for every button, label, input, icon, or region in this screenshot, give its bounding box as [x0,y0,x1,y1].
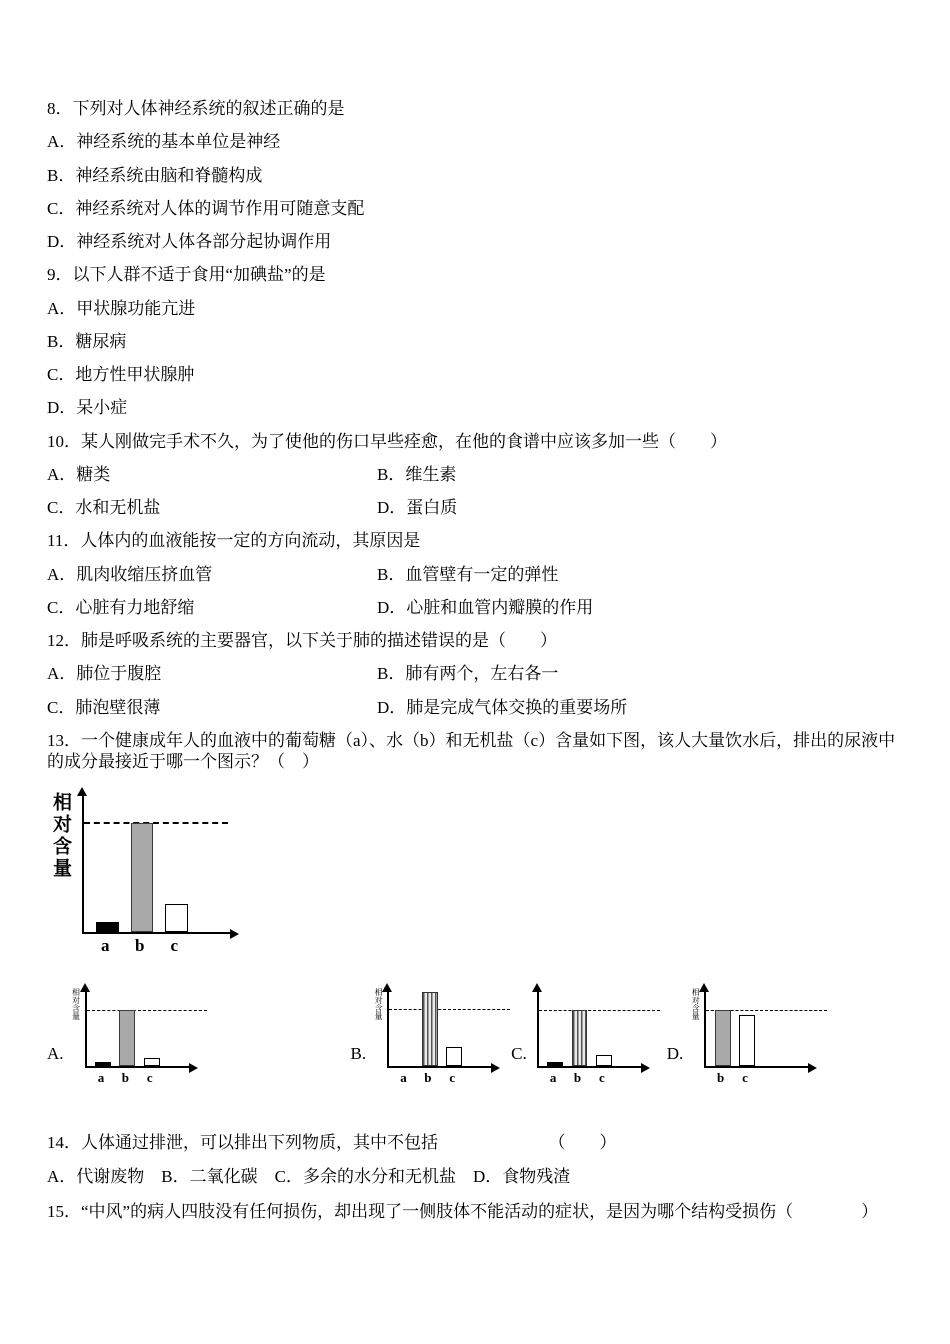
question-stem: 10．某人刚做完手术不久，为了使他的伤口早些痊愈，在他的食谱中应该多加一些（ ） [47,431,727,451]
question-stem: 14．人体通过排泄，可以排出下列物质，其中不包括 （ ） [47,1133,617,1153]
option-b: B．肺有两个，左右各一 [377,664,559,684]
options-row [47,663,905,684]
bar-b [572,1010,588,1066]
chart-x-labels [85,1068,193,1088]
chart-plot [537,988,645,1068]
chart-plot [82,792,234,934]
option-d: D．蛋白质 [377,498,458,517]
option-label-b: B. [350,1044,367,1064]
option-b: B．神经系统由脑和脊髓构成 [47,165,263,185]
chart-option-c [534,988,645,1088]
options-row [47,564,905,585]
x-tick-label-a: a [97,1070,105,1086]
option-d: D．呆小症 [47,398,128,418]
bar-b [131,823,154,932]
option-c: C．肺泡壁很薄 [47,697,161,717]
dashed-reference-line [539,1010,660,1011]
chart-option-d [690,988,812,1088]
question-11 [47,530,905,618]
chart-x-labels [537,1068,645,1088]
answer-charts-row [47,988,905,1088]
chart-plot-wrap [537,988,645,1088]
option-a: A．神经系统的基本单位是神经 [47,132,281,152]
chart-option-b [373,988,495,1088]
option-c: C．神经系统对人体的调节作用可随意支配 [47,198,365,218]
chart-y-axis-label: 相对含量 [374,988,384,1021]
options-row [47,697,905,718]
x-tick-label-b: b [424,1070,432,1086]
answer-chart-a [47,988,193,1088]
question-10 [47,431,905,519]
bar-b [715,1010,731,1066]
bar-c [446,1047,462,1066]
chart-blood-content [47,792,905,958]
bar-c [165,904,188,932]
answer-chart-b [351,988,496,1088]
chart-plot [704,988,812,1068]
option-d: D．肺是完成气体交换的重要场所 [377,697,628,717]
x-tick-label-b: b [135,936,145,956]
option-a: A．肺位于腹腔 [47,664,162,684]
bar-c [739,1015,755,1066]
x-tick-label-c: c [599,1070,605,1086]
question-stem: 8．下列对人体神经系统的叙述正确的是 [47,99,345,118]
bar-a [547,1062,563,1066]
x-tick-label-c: c [449,1070,456,1086]
chart-x-labels [387,1068,495,1088]
question-15 [47,1201,905,1222]
x-tick-label-b: b [717,1070,725,1086]
chart-y-axis-label: 相对含量 [50,792,71,881]
bar-b [119,1010,135,1066]
chart-y-axis-label: 相对含量 [71,988,81,1021]
option-label-a: A. [47,1044,64,1064]
bar-a [95,1062,111,1066]
x-tick-label-a: a [549,1070,557,1086]
question-14 [47,1132,905,1187]
question-stem: 9．以下人群不适于食用“加碘盐”的是 [47,265,326,285]
x-tick-label-c: c [170,936,179,956]
question-stem: 11．人体内的血液能按一定的方向流动，其原因是 [47,531,421,551]
x-tick-label-c: c [742,1070,748,1086]
answer-chart-d [667,988,813,1088]
bar-a [96,922,119,932]
bar-c [596,1055,612,1066]
question-13 [47,730,905,1089]
option-c: C．水和无机盐 [47,498,161,517]
option-b: B．血管壁有一定的弹性 [377,564,559,584]
question-12 [47,630,905,718]
question-stem: 12．肺是呼吸系统的主要器官，以下关于肺的描述错误的是（ ） [47,631,557,650]
question-stem: 15．“中风”的病人四肢没有任何损伤，却出现了一侧肢体不能活动的症状，是因为哪个结构受损伤（ ） [47,1201,879,1221]
option-d: D．神经系统对人体各部分起协调作用 [47,232,332,251]
option-label-c: C. [511,1044,527,1064]
x-tick-label-b: b [121,1070,129,1086]
chart-plot-wrap [387,988,495,1088]
chart-x-labels [704,1068,812,1088]
question-stem: 13．一个健康成年人的血液中的葡萄糖（a）、水（b）和无机盐（c）含量如下图，该人大量饮水后，排出的尿液中的成分最接近于哪一个图示？（ ） [47,730,896,771]
chart-x-labels [82,934,234,958]
options-row [47,497,905,518]
x-tick-label-c: c [146,1070,153,1086]
dashed-reference-line [87,1010,208,1011]
option-b: B．糖尿病 [47,331,127,351]
option-a: A．甲状腺功能亢进 [47,298,196,318]
options-row [47,464,905,485]
question-9 [47,264,905,418]
chart-plot-wrap [85,988,193,1088]
option-b: B．维生素 [377,464,457,484]
chart-y-axis-label: 相对含量 [691,988,701,1021]
option-d: D．心脏和血管内瓣膜的作用 [377,597,594,617]
chart-plot [85,988,193,1068]
answer-chart-c [511,988,645,1088]
dashed-reference-line [389,1009,510,1010]
option-c: C．地方性甲状腺肿 [47,365,195,384]
bar-c [144,1058,160,1066]
option-label-d: D. [666,1044,684,1064]
x-tick-label-b: b [573,1070,582,1086]
chart-plot-wrap [82,792,234,958]
x-tick-label-a: a [101,936,110,956]
chart-plot [387,988,495,1068]
bar-b [422,992,438,1066]
question-8 [47,98,905,252]
x-tick-label-a: a [400,1070,407,1086]
option-c: C．心脏有力地舒缩 [47,597,195,617]
dashed-reference-line [84,822,228,824]
options-row: A．代谢废物 B．二氧化碳 C．多余的水分和无机盐 D．食物残渣 [47,1166,571,1186]
chart-option-a [71,988,193,1088]
chart-plot-wrap [704,988,812,1088]
option-a: A．糖类 [47,464,111,484]
options-row [47,597,905,618]
option-a: A．肌肉收缩压挤血管 [47,564,213,584]
